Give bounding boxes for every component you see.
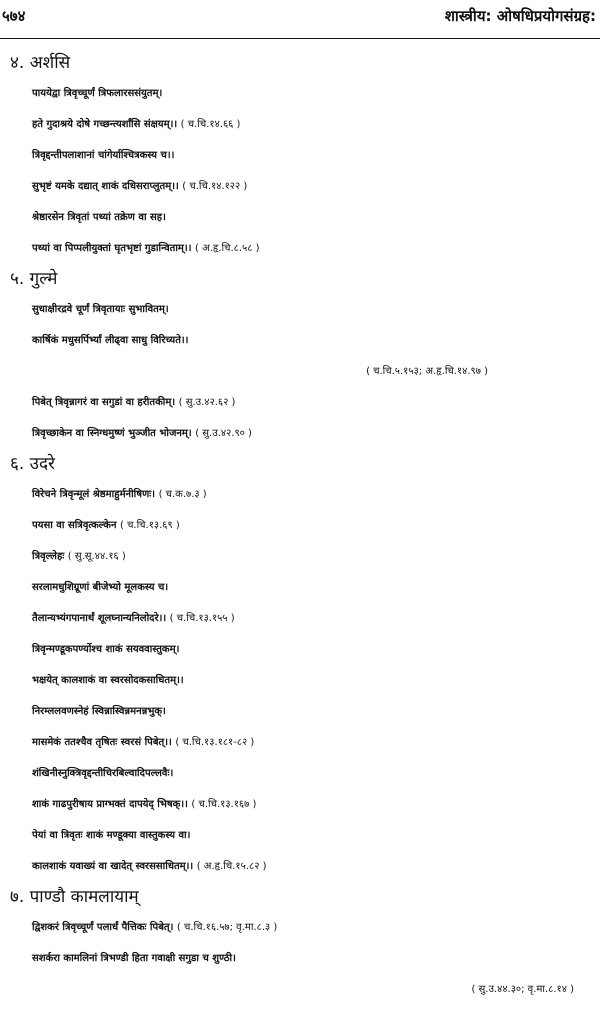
verse-line (32, 943, 600, 974)
verse-line (32, 603, 600, 634)
verse-line (32, 634, 600, 665)
verse-text: सशर्करा कामलिनां त्रिभण्डी हिता गवाक्षी सगुडा च शुण्ठी। (32, 953, 236, 964)
verse-line (32, 109, 600, 140)
verse-reference: ( च.चि.१३.६९ ) (119, 520, 180, 531)
verse-line (32, 820, 600, 851)
verse-text: सुभृष्टं यमके दद्यात् शाकं दधिसराप्लुतम्।। (32, 181, 179, 192)
verse-line (32, 758, 600, 789)
page-number: ५७४ (2, 7, 26, 25)
section-heading-arsha: ४. अर्शसि (10, 53, 71, 73)
running-title: शास्त्रीय: ओषधिप्रयोगसंग्रह: (444, 7, 596, 25)
verse-line (32, 325, 600, 356)
verse-line (32, 233, 600, 264)
verse-text: पथ्यां वा पिप्पलीयुक्तां घृतभृष्टां गुडान्विताम्।। (32, 243, 192, 254)
verse-text: पयसा वा सत्रिवृत्कल्केन (32, 520, 117, 531)
verse-reference: ( सु.उ.४२.९० ) (195, 428, 252, 439)
verse-text: पाययेद्वा त्रिवृच्चूर्णं त्रिफलारससंयुतम्। (32, 88, 163, 99)
verse-text: सुधाक्षीरद्रवे चूर्णं त्रिवृतायाः सुभावितम्। (32, 304, 169, 315)
page-header (0, 4, 600, 36)
verse-line (32, 78, 600, 109)
verse-line (32, 696, 600, 727)
verse-reference: ( सु.उ.४२.६२ ) (178, 397, 236, 408)
verse-line (32, 789, 600, 820)
header-rule (0, 38, 600, 39)
verse-reference: ( च.चि.१६.५७; वृ.मा.८.३ ) (176, 922, 278, 933)
verse-line (32, 727, 600, 758)
verse-line (32, 294, 600, 325)
verse-reference: ( अ.हृ.चि.८.५८ ) (194, 243, 260, 254)
verse-reference: ( च.चि.१३.१५५ ) (169, 613, 235, 624)
verse-reference: ( च.चि.१३.१८१-८२ ) (175, 737, 255, 748)
verse-line (32, 171, 600, 202)
section-heading-gulma: ५. गुल्मे (10, 269, 58, 289)
verse-line (32, 665, 600, 696)
verse-reference-line: ( सु.उ.४४.३०; वृ.मा.८.१४ ) (471, 984, 574, 995)
verse-text: विरेचने त्रिवृन्मूलं श्रेष्ठमाहुर्मनीषिणः। (32, 489, 156, 500)
verse-line (32, 851, 600, 882)
verse-line (32, 140, 600, 171)
verse-reference: ( च.चि.१३.१६७ ) (191, 799, 257, 810)
verse-text: शाकं गाढपुरीषाय प्राग्भक्तं दापयेद् भिषक्।। (32, 799, 188, 810)
verse-text: भक्षयेत् कालशाकं वा स्वरसोदकसाधितम्।। (32, 675, 184, 686)
verse-reference: ( च.चि.१४.१२२ ) (182, 181, 248, 192)
page-content (0, 48, 600, 1005)
verse-line (32, 387, 600, 418)
verse-text: त्रिवृन्मण्डूकपर्ण्योश्च शाकं सयववास्तुकम्। (32, 644, 180, 655)
verse-text: शंखिनीस्नुक्त्रिवृद्दन्तीचिरबिल्वादिपल्लवैः। (32, 768, 174, 779)
verse-text: द्विशकरं त्रिवृच्चूर्णं पलार्धं पैत्तिकः पिबेत्। (32, 922, 174, 933)
verse-text: मासमेकं ततश्चैव तृषितः स्वरसं पिबेत्।। (32, 737, 172, 748)
verse-line (32, 479, 600, 510)
verse-text: तैलान्यभ्यंगपानार्थं शूलघ्नान्यनिलोदरे।। (32, 613, 167, 624)
verse-text: कार्षिकं मधुसर्पिर्भ्यां लीढ्वा साधु विरिच्यते।। (32, 335, 189, 346)
verse-text: कालशाकं यवाख्यं वा खादेत् स्वरससाधितम्।। (32, 861, 194, 872)
section-heading-pandu: ७. पाण्डौ कामलायाम् (10, 887, 139, 907)
verse-text: त्रिवृल्लेहः (32, 551, 65, 562)
verse-reference-line: ( च.चि.५.१५३; अ.हृ.चि.१४.९७ ) (366, 366, 488, 377)
verse-line (32, 541, 600, 572)
verse-reference: ( अ.हृ.चि.१५.८२ ) (196, 861, 267, 872)
verse-text: त्रिवृद्दन्तीपलाशानां चांगेर्याश्चित्रकस्य च।। (32, 150, 175, 161)
verse-text: पिबेत् त्रिवृन्नागरं वा सगुडां वा हरीतकीम्। (32, 397, 176, 408)
verse-text: पेयां वा त्रिवृतः शाकं मण्डूक्या वास्तुकस्य वा। (32, 830, 191, 841)
verse-line (32, 572, 600, 603)
verse-text: श्रेष्ठारसेन त्रिवृतां पथ्यां तक्रेण वा सह। (32, 212, 166, 223)
verse-line (32, 912, 600, 943)
verse-reference: ( च.चि.१४.६६ ) (180, 119, 241, 130)
verse-text: हते गुदाश्रये दोषे गच्छन्त्यर्शांसि संक्षयम्।। (32, 119, 178, 130)
verse-text: सरलामधुशिग्रूणां बीजेभ्यो मूलकस्य च। (32, 582, 169, 593)
section-heading-udara: ६. उदरे (10, 454, 55, 474)
verse-text: निरम्ललवणस्नेहं स्विन्नास्विन्नमनन्नभुक्। (32, 706, 166, 717)
verse-line (32, 418, 600, 449)
verse-line (32, 202, 600, 233)
verse-line (32, 510, 600, 541)
verse-text: त्रिवृच्छाकेन वा स्निग्धमुष्णं भुञ्जीत भोजनम्। (32, 428, 192, 439)
verse-reference: ( च.क.७.३ ) (158, 489, 207, 500)
verse-reference: ( सु.सू.४४.१६ ) (67, 551, 126, 562)
